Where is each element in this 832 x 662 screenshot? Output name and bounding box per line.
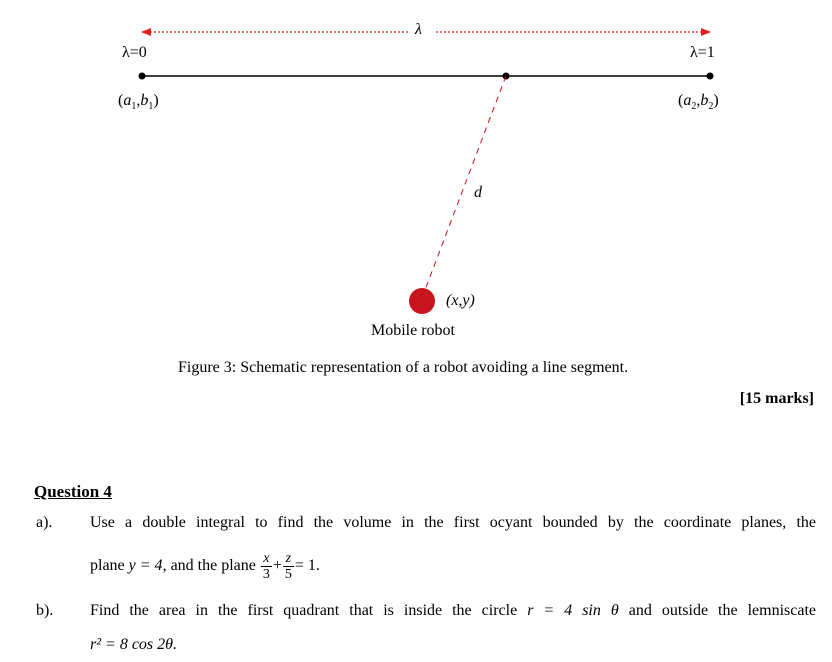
robot-coords: (x,y)	[446, 292, 475, 309]
segment-endpoint-right	[707, 73, 714, 80]
part-a-line1: Use a double integral to find the volume in the first ocyant bounded by the coordinate planes, the	[90, 514, 816, 531]
lambda-label: λ	[415, 21, 422, 38]
question-heading: Question 4	[34, 482, 112, 501]
part-b-line1: Find the area in the first quadrant that is inside the circle r = 4 sin θ and outside the lemniscate	[90, 602, 817, 619]
figure-caption: Figure 3: Schematic representation of a robot avoiding a line segment.	[178, 359, 629, 376]
point-a1-b1: $(a_1,b_1)$	[118, 92, 159, 113]
robot-marker	[409, 288, 435, 314]
marks-label: [15 marks]	[739, 390, 814, 407]
distance-line	[425, 76, 506, 290]
fraction-z-over-5: $\frac{z}{5}$	[284, 550, 292, 582]
distance-label: d	[474, 184, 482, 201]
robot-label: Mobile robot	[371, 322, 455, 339]
part-a-label: a).	[36, 514, 53, 531]
point-a2-b2: $(a_2,b_2)$	[678, 92, 719, 113]
fraction-x-over-3: $\frac{x}{3}$	[262, 550, 270, 582]
segment-endpoint-left	[139, 73, 146, 80]
lambda-end-label: λ=1	[690, 44, 715, 61]
part-a-line2: plane y = 4, and the plane $\frac{x}{3}$ + $\frac{z}{5}$ = 1.	[90, 550, 320, 582]
lambda-start-label: λ=0	[122, 44, 147, 61]
lemniscate-equation: r² = 8 cos 2θ.	[90, 636, 178, 653]
part-b-label: b).	[36, 602, 54, 619]
